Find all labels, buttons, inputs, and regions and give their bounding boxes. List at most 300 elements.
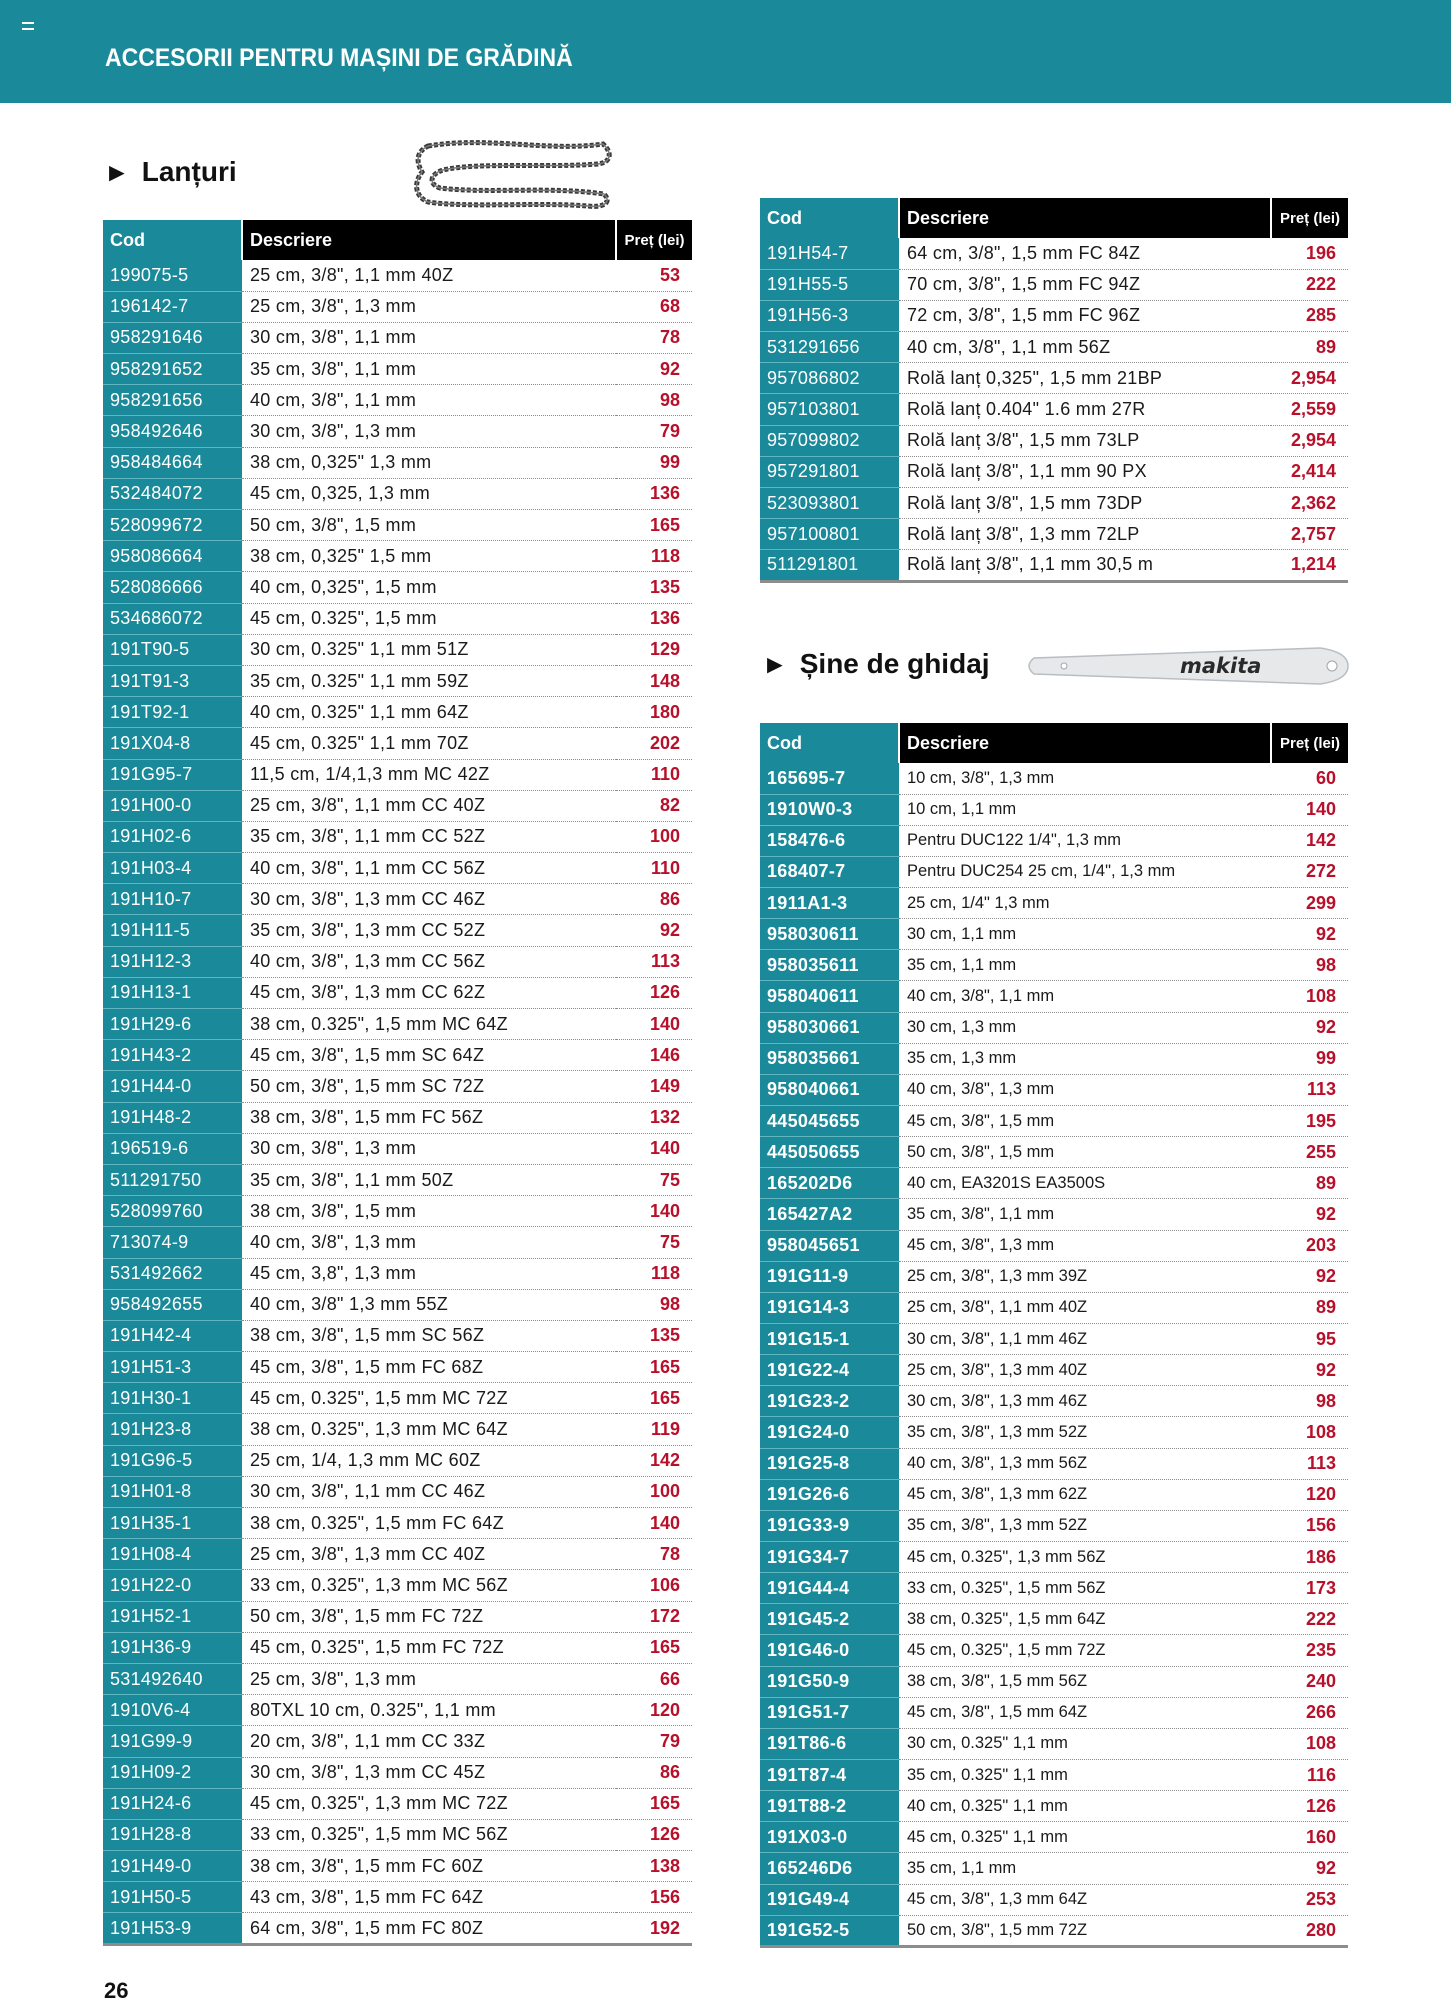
product-code: 196142-7: [103, 291, 242, 322]
product-code: 191T86-6: [760, 1728, 899, 1759]
product-description: 50 cm, 3/8", 1,5 mm SC 72Z: [242, 1071, 616, 1102]
product-price: 129: [616, 634, 692, 665]
product-price: 160: [1271, 1822, 1348, 1853]
table-row: [103, 1726, 692, 1757]
table-row: [760, 825, 1348, 856]
product-description: 38 cm, 0.325", 1,5 mm FC 64Z: [242, 1508, 616, 1539]
section-title-sine: Șine de ghidaj: [799, 648, 990, 679]
product-code: 528099672: [103, 510, 242, 541]
menu-icon[interactable]: [22, 22, 34, 30]
product-description: Rolă lanț 3/8", 1,5 mm 73DP: [899, 488, 1271, 519]
product-description: 30 cm, 0.325" 1,1 mm: [899, 1728, 1271, 1759]
table-row: [760, 1573, 1348, 1604]
product-price: 98: [1271, 1386, 1348, 1417]
product-price: 108: [1271, 1728, 1348, 1759]
table-row: [760, 1324, 1348, 1355]
product-code: 191H36-9: [103, 1632, 242, 1663]
product-price: 79: [616, 416, 692, 447]
product-code: 534686072: [103, 603, 242, 634]
product-description: 20 cm, 3/8", 1,1 mm CC 33Z: [242, 1726, 616, 1757]
product-code: 191G22-4: [760, 1355, 899, 1386]
product-code: 958086664: [103, 541, 242, 572]
product-code: 191H56-3: [760, 300, 899, 331]
product-code: 191H53-9: [103, 1913, 242, 1944]
product-code: 531492640: [103, 1663, 242, 1694]
product-code: 958492646: [103, 416, 242, 447]
product-code: 191G50-9: [760, 1666, 899, 1697]
table-row: [760, 1822, 1348, 1853]
product-code: 511291750: [103, 1164, 242, 1195]
product-description: 45 cm, 3/8", 1,3 mm: [899, 1230, 1271, 1261]
product-code: 958291656: [103, 385, 242, 416]
product-price: 266: [1271, 1697, 1348, 1728]
product-code: 191H35-1: [103, 1508, 242, 1539]
table-row: [760, 1199, 1348, 1230]
product-description: 45 cm, 3,8", 1,3 mm: [242, 1258, 616, 1289]
product-description: 45 cm, 0.325", 1,5 mm 72Z: [899, 1635, 1271, 1666]
product-price: 119: [616, 1414, 692, 1445]
table-row: [103, 1757, 692, 1788]
column-header-pret: Preț (lei): [616, 220, 692, 260]
product-price: 203: [1271, 1230, 1348, 1261]
product-price: 99: [616, 447, 692, 478]
product-code: 958040661: [760, 1074, 899, 1105]
product-description: 64 cm, 3/8", 1,5 mm FC 80Z: [242, 1913, 616, 1944]
product-description: 40 cm, EA3201S EA3500S: [899, 1168, 1271, 1199]
product-description: 35 cm, 3/8", 1,1 mm: [242, 354, 616, 385]
product-price: 156: [616, 1882, 692, 1913]
product-code: 191G52-5: [760, 1915, 899, 1946]
product-price: 202: [616, 728, 692, 759]
table-row: [103, 1851, 692, 1882]
table-row: [103, 1601, 692, 1632]
product-code: 958484664: [103, 447, 242, 478]
product-price: 92: [1271, 919, 1348, 950]
product-price: 132: [616, 1102, 692, 1133]
product-code: 191X04-8: [103, 728, 242, 759]
product-description: 40 cm, 3/8", 1,1 mm: [899, 981, 1271, 1012]
column-header-cod: Cod: [760, 198, 899, 238]
product-code: 191H08-4: [103, 1539, 242, 1570]
table-row: [103, 728, 692, 759]
product-description: 45 cm, 3/8", 1,5 mm FC 68Z: [242, 1352, 616, 1383]
table-row: [760, 1230, 1348, 1261]
product-price: 235: [1271, 1635, 1348, 1666]
table-row: [103, 977, 692, 1008]
product-description: 45 cm, 3/8", 1,5 mm SC 64Z: [242, 1040, 616, 1071]
product-code: 528099760: [103, 1196, 242, 1227]
table-header-row: [760, 198, 1348, 238]
table-row: [103, 1819, 692, 1850]
product-price: 99: [1271, 1043, 1348, 1074]
product-price: 2,362: [1271, 488, 1348, 519]
table-row: [760, 1542, 1348, 1573]
product-description: 40 cm, 3/8", 1,3 mm CC 56Z: [242, 946, 616, 977]
product-price: 285: [1271, 300, 1348, 331]
table-row: [760, 763, 1348, 794]
product-price: 253: [1271, 1884, 1348, 1915]
product-price: 113: [1271, 1074, 1348, 1105]
product-description: 25 cm, 3/8", 1,3 mm CC 40Z: [242, 1539, 616, 1570]
product-code: 191T91-3: [103, 665, 242, 696]
product-price: 126: [616, 977, 692, 1008]
product-code: 532484072: [103, 478, 242, 509]
product-code: 191G25-8: [760, 1448, 899, 1479]
product-description: 35 cm, 3/8", 1,3 mm 52Z: [899, 1510, 1271, 1541]
product-code: 165202D6: [760, 1168, 899, 1199]
table-row: [760, 363, 1348, 394]
product-price: 173: [1271, 1573, 1348, 1604]
product-description: 35 cm, 0.325" 1,1 mm: [899, 1760, 1271, 1791]
product-code: 191H12-3: [103, 946, 242, 977]
product-description: 35 cm, 3/8", 1,3 mm 52Z: [899, 1417, 1271, 1448]
table-row: [760, 1261, 1348, 1292]
product-code: 191H01-8: [103, 1476, 242, 1507]
product-code: 1910W0-3: [760, 794, 899, 825]
product-description: 30 cm, 3/8", 1,1 mm: [242, 322, 616, 353]
table-header-row: [103, 220, 692, 260]
product-price: 89: [1271, 332, 1348, 363]
product-description: 38 cm, 0.325", 1,5 mm 64Z: [899, 1604, 1271, 1635]
product-description: Rolă lanț 3/8", 1,3 mm 72LP: [899, 519, 1271, 550]
product-code: 191H55-5: [760, 269, 899, 300]
product-code: 191H22-0: [103, 1570, 242, 1601]
product-description: 45 cm, 0.325" 1,1 mm 70Z: [242, 728, 616, 759]
product-code: 165695-7: [760, 763, 899, 794]
table-row: [760, 1479, 1348, 1510]
product-code: 957100801: [760, 519, 899, 550]
product-code: 191H30-1: [103, 1383, 242, 1414]
product-price: 140: [616, 1508, 692, 1539]
product-code: 191T92-1: [103, 697, 242, 728]
table-row: [760, 488, 1348, 519]
product-description: 38 cm, 3/8", 1,5 mm FC 60Z: [242, 1851, 616, 1882]
product-description: 38 cm, 0.325", 1,3 mm MC 64Z: [242, 1414, 616, 1445]
table-row: [103, 853, 692, 884]
product-description: 30 cm, 3/8", 1,3 mm: [242, 1133, 616, 1164]
table-row: [760, 519, 1348, 550]
product-code: 445050655: [760, 1137, 899, 1168]
product-code: 191H48-2: [103, 1102, 242, 1133]
product-description: 40 cm, 3/8" 1,3 mm 55Z: [242, 1289, 616, 1320]
product-code: 958030661: [760, 1012, 899, 1043]
table-row: [103, 946, 692, 977]
product-description: 45 cm, 0,325, 1,3 mm: [242, 478, 616, 509]
product-price: 135: [616, 1320, 692, 1351]
table-row: [760, 1355, 1348, 1386]
table-row: [760, 456, 1348, 487]
table-row: [103, 759, 692, 790]
guide-bars-table-body: [760, 763, 1348, 1946]
product-code: 191H54-7: [760, 238, 899, 269]
table-row: [760, 1728, 1348, 1759]
product-description: 50 cm, 3/8", 1,5 mm: [899, 1137, 1271, 1168]
product-description: Rolă lanț 3/8", 1,5 mm 73LP: [899, 425, 1271, 456]
product-price: 192: [616, 1913, 692, 1944]
product-description: 45 cm, 0.325", 1,5 mm FC 72Z: [242, 1632, 616, 1663]
product-description: 30 cm, 3/8", 1,3 mm CC 46Z: [242, 884, 616, 915]
product-code: 191G49-4: [760, 1884, 899, 1915]
product-description: 50 cm, 3/8", 1,5 mm FC 72Z: [242, 1601, 616, 1632]
product-description: 30 cm, 3/8", 1,3 mm 46Z: [899, 1386, 1271, 1417]
product-price: 165: [616, 510, 692, 541]
product-code: 196519-6: [103, 1133, 242, 1164]
product-price: 165: [616, 1383, 692, 1414]
table-row: [103, 1071, 692, 1102]
product-price: 86: [616, 1757, 692, 1788]
product-description: 30 cm, 3/8", 1,1 mm CC 46Z: [242, 1476, 616, 1507]
column-header-cod: Cod: [103, 220, 242, 260]
table-row: [760, 856, 1348, 887]
product-code: 191G34-7: [760, 1542, 899, 1573]
product-description: 40 cm, 0.325" 1,1 mm 64Z: [242, 697, 616, 728]
table-row: [103, 1258, 692, 1289]
product-price: 79: [616, 1726, 692, 1757]
product-price: 1,214: [1271, 550, 1348, 581]
product-code: 958045651: [760, 1230, 899, 1261]
table-row: [760, 1853, 1348, 1884]
product-description: 45 cm, 3/8", 1,5 mm: [899, 1106, 1271, 1137]
product-price: 100: [616, 1476, 692, 1507]
table-row: [103, 1040, 692, 1071]
product-price: 92: [1271, 1355, 1348, 1386]
product-description: 30 cm, 3/8", 1,3 mm: [242, 416, 616, 447]
table-row: [760, 1760, 1348, 1791]
product-description: 40 cm, 0.325" 1,1 mm: [899, 1791, 1271, 1822]
product-price: 53: [616, 260, 692, 291]
table-row: [103, 1289, 692, 1320]
product-description: 40 cm, 3/8", 1,3 mm 56Z: [899, 1448, 1271, 1479]
product-description: 40 cm, 0,325", 1,5 mm: [242, 572, 616, 603]
product-code: 191T87-4: [760, 1760, 899, 1791]
product-price: 120: [1271, 1479, 1348, 1510]
table-row: [760, 1448, 1348, 1479]
product-price: 165: [616, 1352, 692, 1383]
product-price: 89: [1271, 1292, 1348, 1323]
table-row: [760, 1697, 1348, 1728]
product-price: 113: [1271, 1448, 1348, 1479]
product-code: 511291801: [760, 550, 899, 581]
product-code: 191T90-5: [103, 634, 242, 665]
product-price: 136: [616, 478, 692, 509]
product-description: 30 cm, 1,1 mm: [899, 919, 1271, 950]
table-row: [103, 322, 692, 353]
table-row: [760, 269, 1348, 300]
table-row: [103, 821, 692, 852]
chains-table-continued-body: [760, 238, 1348, 581]
product-price: 106: [616, 1570, 692, 1601]
table-row: [103, 697, 692, 728]
product-description: 10 cm, 3/8", 1,3 mm: [899, 763, 1271, 794]
product-price: 75: [616, 1164, 692, 1195]
product-price: 149: [616, 1071, 692, 1102]
product-code: 158476-6: [760, 825, 899, 856]
product-price: 92: [1271, 1199, 1348, 1230]
product-description: 38 cm, 3/8", 1,5 mm SC 56Z: [242, 1320, 616, 1351]
product-description: 45 cm, 3/8", 1,3 mm 64Z: [899, 1884, 1271, 1915]
table-row: [760, 1884, 1348, 1915]
product-code: 445045655: [760, 1106, 899, 1137]
table-row: [760, 300, 1348, 331]
product-price: 126: [1271, 1791, 1348, 1822]
chains-table: [103, 220, 692, 1946]
table-row: [760, 238, 1348, 269]
product-code: 191G46-0: [760, 1635, 899, 1666]
column-header-descriere: Descriere: [899, 723, 1271, 763]
product-code: 191H51-3: [103, 1352, 242, 1383]
product-price: 142: [616, 1445, 692, 1476]
product-code: 1911A1-3: [760, 888, 899, 919]
product-price: 222: [1271, 1604, 1348, 1635]
table-row: [760, 981, 1348, 1012]
product-description: 25 cm, 3/8", 1,3 mm: [242, 1663, 616, 1694]
table-row: [103, 665, 692, 696]
product-code: 958291646: [103, 322, 242, 353]
table-row: [103, 1102, 692, 1133]
product-code: 958291652: [103, 354, 242, 385]
table-row: [103, 1476, 692, 1507]
table-row: [103, 1663, 692, 1694]
product-description: 30 cm, 3/8", 1,3 mm CC 45Z: [242, 1757, 616, 1788]
product-price: 113: [616, 946, 692, 977]
table-row: [103, 1913, 692, 1944]
product-description: 72 cm, 3/8", 1,5 mm FC 96Z: [899, 300, 1271, 331]
product-description: 33 cm, 0.325", 1,5 mm 56Z: [899, 1573, 1271, 1604]
product-description: Rolă lanț 0,325", 1,5 mm 21BP: [899, 363, 1271, 394]
product-price: 142: [1271, 825, 1348, 856]
product-code: 191G24-0: [760, 1417, 899, 1448]
product-code: 191H11-5: [103, 915, 242, 946]
product-price: 272: [1271, 856, 1348, 887]
product-description: 40 cm, 3/8", 1,1 mm 56Z: [899, 332, 1271, 363]
product-description: 25 cm, 3/8", 1,1 mm CC 40Z: [242, 790, 616, 821]
product-description: Rolă lanț 3/8", 1,1 mm 90 PX: [899, 456, 1271, 487]
product-description: 25 cm, 3/8", 1,1 mm 40Z: [242, 260, 616, 291]
product-price: 108: [1271, 1417, 1348, 1448]
product-code: 1910V6-4: [103, 1695, 242, 1726]
product-code: 191H13-1: [103, 977, 242, 1008]
product-price: 255: [1271, 1137, 1348, 1168]
product-price: 172: [616, 1601, 692, 1632]
table-row: [760, 919, 1348, 950]
table-row: [760, 1666, 1348, 1697]
chains-table-body: [103, 260, 692, 1944]
table-row: [760, 950, 1348, 981]
product-description: 35 cm, 1,1 mm: [899, 1853, 1271, 1884]
product-description: 35 cm, 3/8", 1,3 mm CC 52Z: [242, 915, 616, 946]
product-description: 80TXL 10 cm, 0.325", 1,1 mm: [242, 1695, 616, 1726]
product-description: 45 cm, 0.325", 1,5 mm: [242, 603, 616, 634]
product-description: 38 cm, 3/8", 1,5 mm FC 56Z: [242, 1102, 616, 1133]
table-row: [103, 1164, 692, 1195]
product-description: 33 cm, 0.325", 1,3 mm MC 56Z: [242, 1570, 616, 1601]
product-description: 45 cm, 0.325", 1,3 mm 56Z: [899, 1542, 1271, 1573]
product-code: 191G14-3: [760, 1292, 899, 1323]
table-row: [103, 603, 692, 634]
product-price: 196: [1271, 238, 1348, 269]
table-row: [103, 1352, 692, 1383]
product-code: 528086666: [103, 572, 242, 603]
product-price: 2,559: [1271, 394, 1348, 425]
product-description: 45 cm, 0.325", 1,5 mm MC 72Z: [242, 1383, 616, 1414]
product-price: 140: [616, 1196, 692, 1227]
product-description: 35 cm, 1,1 mm: [899, 950, 1271, 981]
product-price: 75: [616, 1227, 692, 1258]
table-row: [103, 1570, 692, 1601]
product-code: 191T88-2: [760, 1791, 899, 1822]
table-row: [103, 1539, 692, 1570]
table-row: [103, 1445, 692, 1476]
product-code: 191G99-9: [103, 1726, 242, 1757]
product-description: 43 cm, 3/8", 1,5 mm FC 64Z: [242, 1882, 616, 1913]
product-code: 191G45-2: [760, 1604, 899, 1635]
column-header-pret: Preț (lei): [1271, 198, 1348, 238]
product-code: 191H44-0: [103, 1071, 242, 1102]
product-price: 138: [616, 1851, 692, 1882]
table-row: [103, 541, 692, 572]
table-row: [103, 1695, 692, 1726]
product-price: 140: [1271, 794, 1348, 825]
product-code: 958035611: [760, 950, 899, 981]
column-header-pret: Preț (lei): [1271, 723, 1348, 763]
product-code: 191H42-4: [103, 1320, 242, 1351]
product-code: 958492655: [103, 1289, 242, 1320]
product-price: 195: [1271, 1106, 1348, 1137]
product-price: 126: [616, 1819, 692, 1850]
product-description: 25 cm, 1/4, 1,3 mm MC 60Z: [242, 1445, 616, 1476]
product-description: 35 cm, 0.325" 1,1 mm 59Z: [242, 665, 616, 696]
product-description: 38 cm, 0,325" 1,5 mm: [242, 541, 616, 572]
table-row: [103, 884, 692, 915]
product-description: 25 cm, 3/8", 1,1 mm 40Z: [899, 1292, 1271, 1323]
product-price: 86: [616, 884, 692, 915]
table-row: [103, 1320, 692, 1351]
product-description: 45 cm, 0.325" 1,1 mm: [899, 1822, 1271, 1853]
product-price: 116: [1271, 1760, 1348, 1791]
table-row: [103, 572, 692, 603]
product-code: 191G44-4: [760, 1573, 899, 1604]
product-description: 40 cm, 3/8", 1,1 mm CC 56Z: [242, 853, 616, 884]
table-row: [760, 1791, 1348, 1822]
play-arrow-icon: ►: [762, 648, 788, 679]
product-price: 280: [1271, 1915, 1348, 1946]
table-row: [103, 790, 692, 821]
table-row: [103, 1227, 692, 1258]
table-row: [103, 1882, 692, 1913]
table-header-row: [760, 723, 1348, 763]
product-code: 191H43-2: [103, 1040, 242, 1071]
product-description: 25 cm, 3/8", 1,3 mm 39Z: [899, 1261, 1271, 1292]
product-description: 35 cm, 3/8", 1,1 mm 50Z: [242, 1164, 616, 1195]
product-code: 191G33-9: [760, 1510, 899, 1541]
table-row: [760, 1417, 1348, 1448]
product-description: 64 cm, 3/8", 1,5 mm FC 84Z: [899, 238, 1271, 269]
product-price: 118: [616, 541, 692, 572]
product-price: 92: [616, 354, 692, 385]
product-code: 191X03-0: [760, 1822, 899, 1853]
product-price: 89: [1271, 1168, 1348, 1199]
product-description: 45 cm, 3/8", 1,3 mm CC 62Z: [242, 977, 616, 1008]
product-description: 10 cm, 1,1 mm: [899, 794, 1271, 825]
product-code: 957086802: [760, 363, 899, 394]
product-price: 78: [616, 322, 692, 353]
product-code: 523093801: [760, 488, 899, 519]
product-price: 110: [616, 759, 692, 790]
product-description: 30 cm, 0.325" 1,1 mm 51Z: [242, 634, 616, 665]
product-price: 92: [1271, 1853, 1348, 1884]
product-code: 531291656: [760, 332, 899, 363]
product-price: 222: [1271, 269, 1348, 300]
